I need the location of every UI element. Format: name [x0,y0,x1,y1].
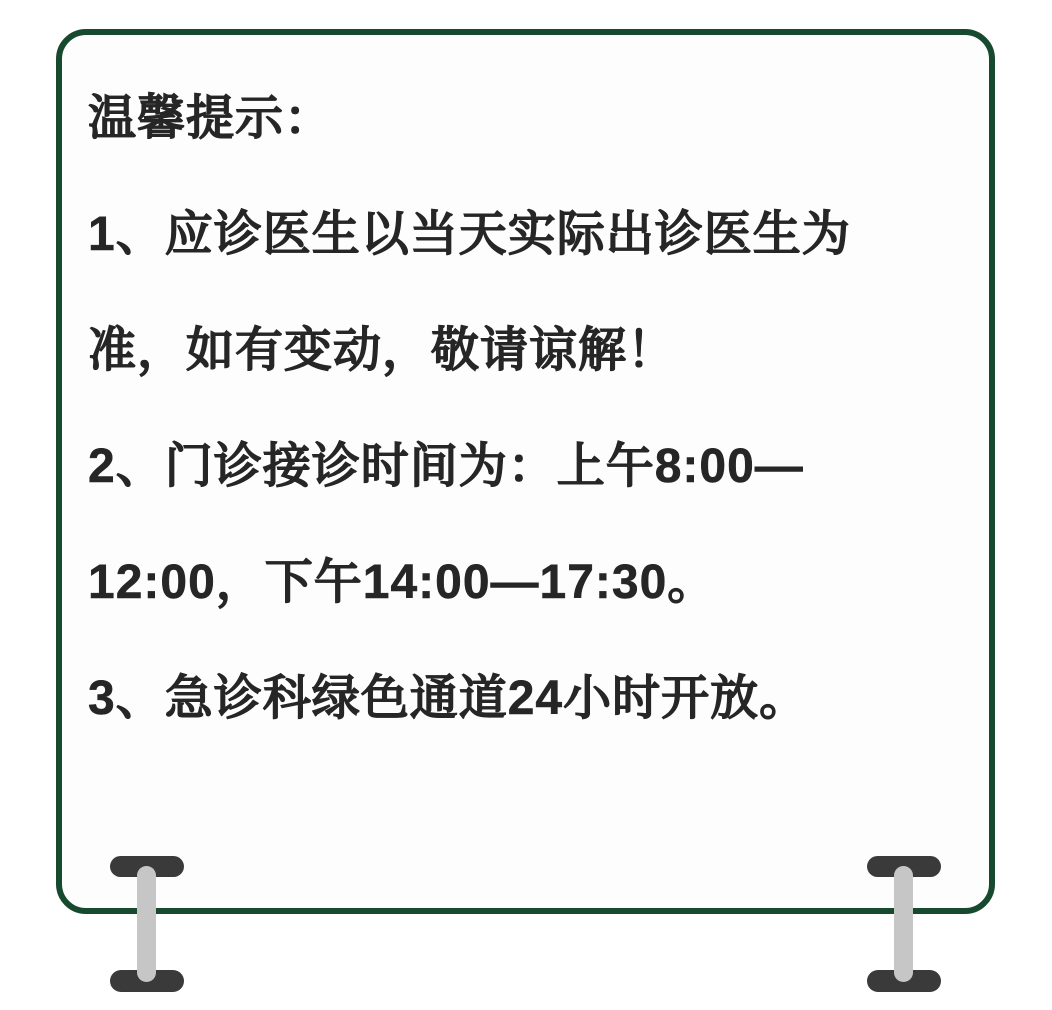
notice-board [56,29,995,914]
notice-line-3: 2、门诊接诊时间为：上午8:00— [88,440,804,493]
notice-title: 温馨提示： [88,92,334,145]
notice-line-1: 1、应诊医生以当天实际出诊医生为 [88,208,851,261]
board-leg-right [867,856,941,992]
notice-line-4: 12:00，下午14:00—17:30。 [88,556,717,609]
leg-left-bar [137,866,156,982]
board-leg-left [110,856,184,992]
notice-line-2: 准，如有变动，敬请谅解！ [88,324,677,377]
leg-right-bar [894,866,913,982]
notice-line-5: 3、急诊科绿色通道24小时开放。 [88,672,809,725]
notice-text-block [88,61,979,757]
